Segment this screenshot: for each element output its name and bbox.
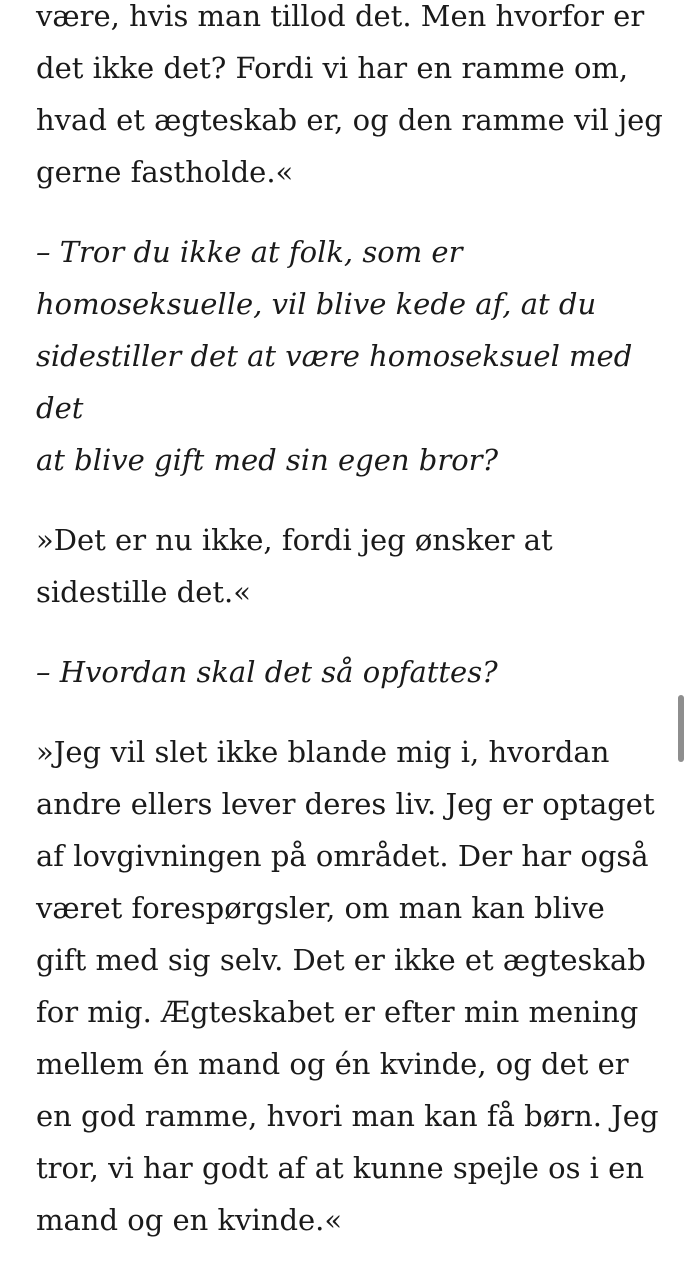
article-body <box>36 0 666 1274</box>
question-paragraph: – Hvordan skal det så opfattes? <box>36 655 498 689</box>
answer-paragraph: »Jeg vil slet ikke blande mig i, hvordan andre ellers lever deres liv. Jeg er optaget af lovgivningen på området. Der har også været forespørgsler, om man kan blive gift med sig selv. Det er ikke et ægteskab for mig. Ægteskabet er efter min mening mellem én mand og én kvinde, og det er en god ramme, hvori man kan få børn. Jeg tror, vi har godt af at kunne spejle os i en mand og en kvinde.« <box>36 735 659 1237</box>
answer-paragraph: være, hvis man tillod det. Men hvorfor er det ikke det? Fordi vi har en ramme om, hvad et ægteskab er, og den ramme vil jeg gerne fastholde.« <box>36 0 663 189</box>
question-paragraph: – Tror du ikke at folk, som er homoseksuelle, vil blive kede af, at du sidestiller det at være homoseksuel med det at blive gift med sin egen bror? <box>36 235 633 477</box>
scrollbar-thumb[interactable] <box>678 695 684 762</box>
answer-paragraph: »Det er nu ikke, fordi jeg ønsker at sidestille det.« <box>36 523 553 609</box>
